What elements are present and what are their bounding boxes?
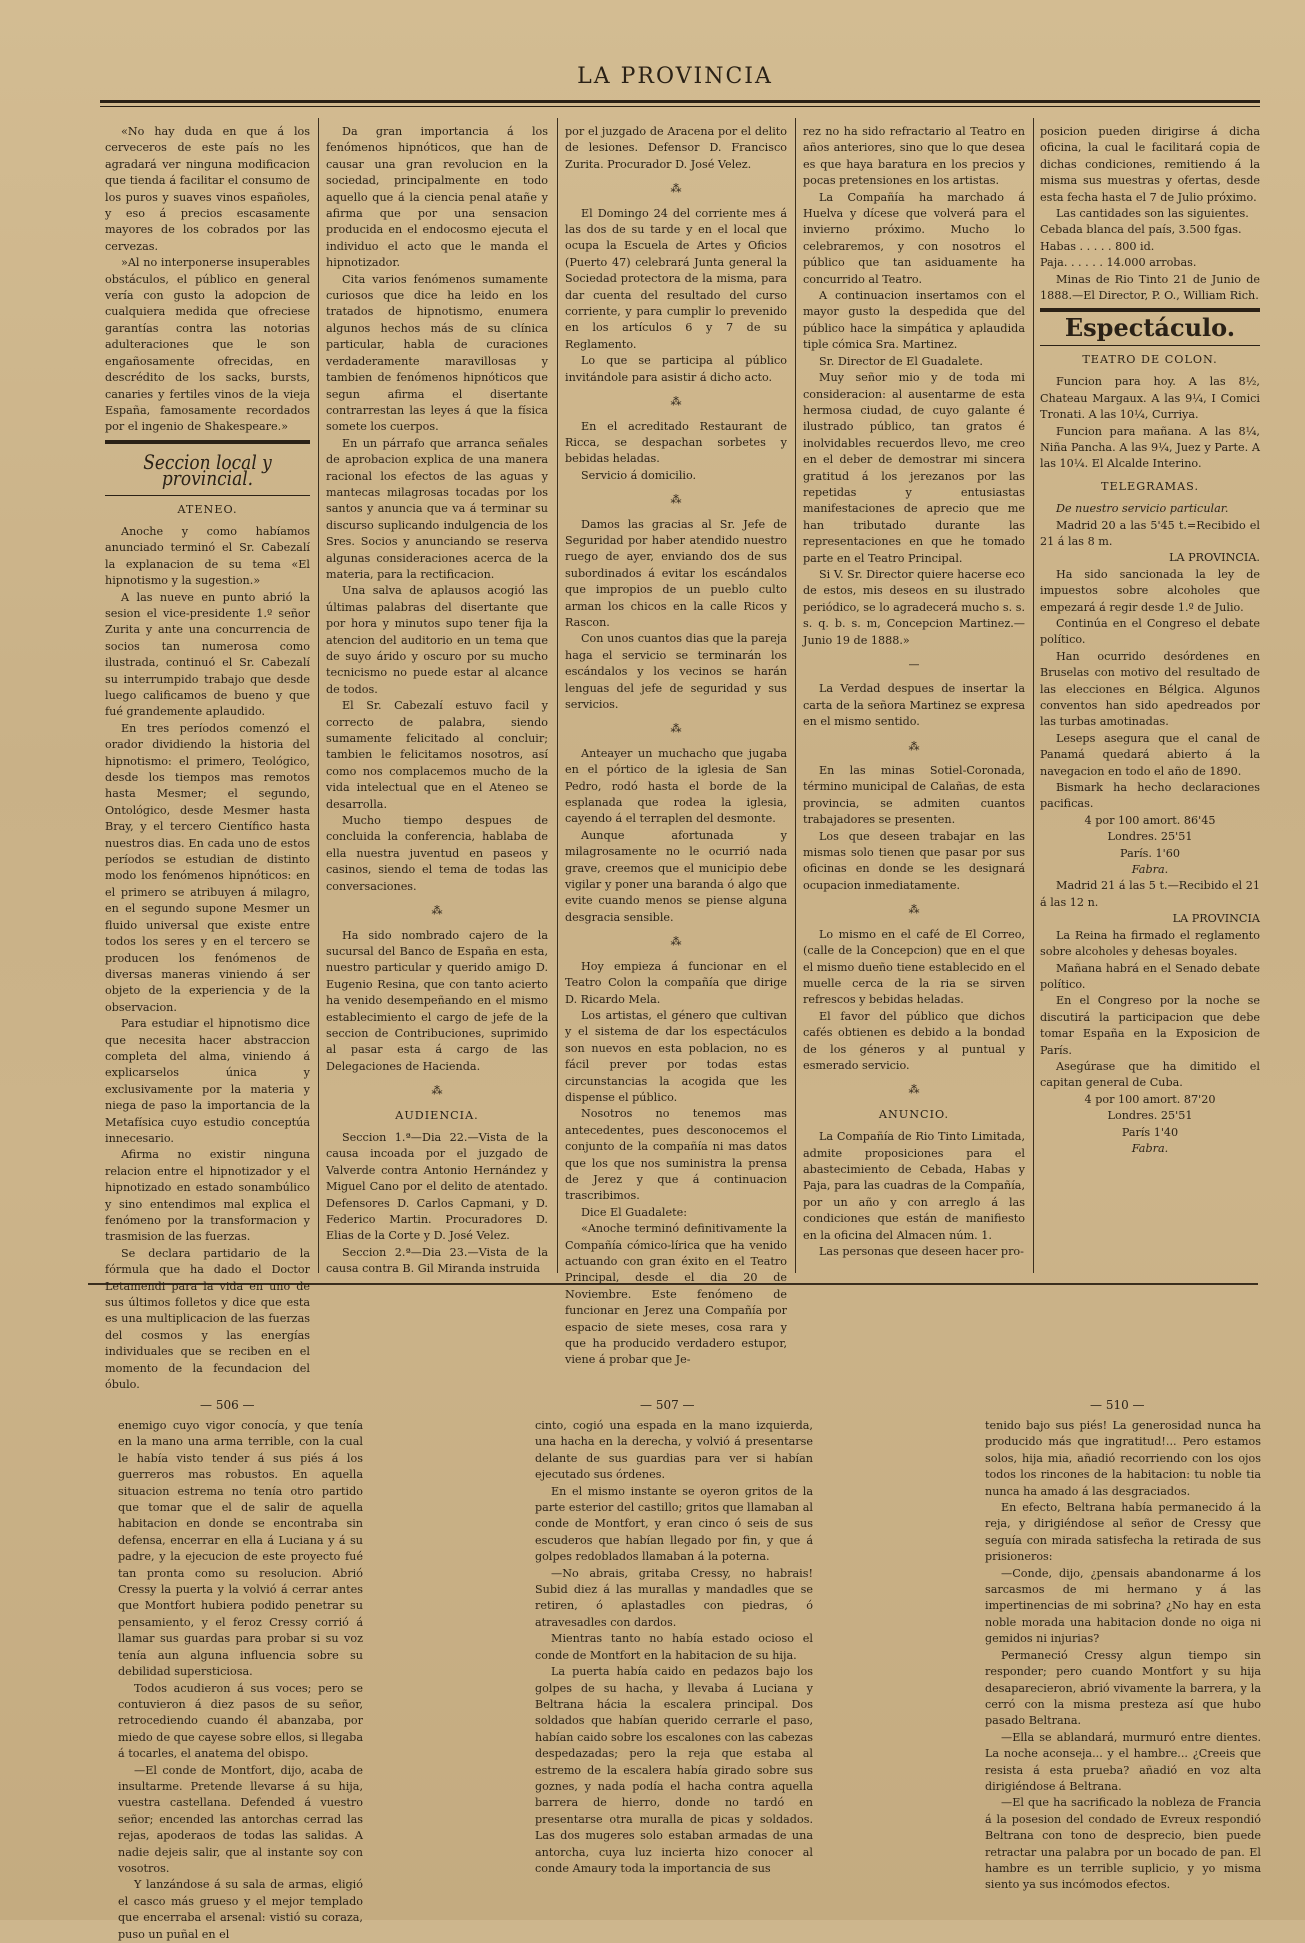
paragraph: A las nueve en punto abrió la sesion el vice-presidente 1.º señor Zurita y ante una concurrencia de socios tan numerosa como ilustrada, continuó el Sr. Cabezalí su interrumpido trabajo que desde luego calificamos de bueno y que fué grandemente aplaudido. [105, 590, 310, 719]
column-rule [1033, 118, 1034, 1273]
section-rule [105, 440, 310, 444]
paragraph: Leseps asegura que el canal de Panamá quedará abierto á la navegacion en todo el año de 1890. [1040, 731, 1260, 778]
asterism: ⁂ [670, 493, 682, 507]
paragraph: Las personas que deseen hacer pro- [819, 1245, 1024, 1258]
column-rule [557, 118, 558, 1273]
paragraph: En efecto, Beltrana había permanecido á la reja, y dirigiéndose al señor de Cressy que seguía con mirada satisfecha la retirada de sus prisioneros: [985, 1501, 1261, 1564]
paragraph: —El que ha sacrificado la nobleza de Francia á la posesion del condado de Evreux respondió Beltrana con tono de desprecio, bien puede retractar una palabra por un bocado de pan. El hambre es un terrible suplicio, y yo misma siento ya sus incómodos efectos. [985, 1796, 1261, 1892]
column-3 [565, 124, 787, 1367]
paragraph: La puerta había caido en pedazos bajo los golpes de su hacha, y llevaba á Luciana y Beltrana hácia la escalera principal. Dos soldados que habían querido cerrarle el paso, habían caido sobre los escalones con las cabezas despedazadas; pero la reja que estaba al estremo de la escalera había girado sobre sus goznes, y nada podía el hacha contra aquella barrera de hierro, donde no tardó en presentarse otra muralla de picas y soldados. Las dos mugeres solo estaban armadas de una antorcha, cuya luz incierta hizo conocer al conde Amaury toda la importancia de sus [535, 1665, 813, 1875]
paragraph: Madrid 21 á las 5 t.—Recibido el 21 á las 12 n. [1040, 879, 1260, 909]
masthead-rule [100, 100, 1260, 103]
folletin-column-1 [118, 1418, 363, 1941]
quote-line: 4 por 100 amort. 87'20 [1084, 1092, 1216, 1106]
paragraph: Lo mismo en el café de El Correo, (calle de la Concepcion) que en el que el mismo dueño tiene establecido en el muelle cerca de la ria se sirven refrescos y bebidas heladas. [803, 927, 1025, 1007]
quote-line: París. 1'60 [1120, 846, 1180, 860]
paragraph: »Al no interponerse insuperables obstáculos, el público en general vería con gusto la adopcion de cualquiera medida que ofreciese garantías contra las notorias adulteraciones que le son engañosamente ofrecidas, en descrédito de los sacks, bursts, canaries y fertiles vinos de la vieja España, famosamente recordados por el ingenio de Shakespeare.» [105, 256, 310, 434]
dateline: LA PROVINCIA. [1169, 551, 1260, 565]
paragraph: Asegúrase que ha dimitido el capitan general de Cuba. [1040, 1059, 1260, 1090]
paragraph: Damos las gracias al Sr. Jefe de Seguridad por haber atendido nuestro ruego de ayer, enviando dos de sus subordinados á evitar los escándalos que impropios de un pueblo culto arman los chicos en la calle Ricos y Rascon. [565, 517, 787, 629]
asterism: ⁂ [670, 395, 682, 409]
list-item: Cebada blanca del país, 3.500 fgas. [1040, 223, 1242, 237]
quote-line: Londres. 25'51 [1107, 830, 1193, 844]
paragraph: En el mismo instante se oyeron gritos de la parte esterior del castillo; gritos que llamaban al conde de Montfort, y eran cinco ó seis de sus escuderos que habían llegado por fin, y que á golpes redoblados llamaban á la poterna. [535, 1484, 813, 1564]
paragraph: Continúa en el Congreso el debate político. [1040, 616, 1260, 647]
paragraph: Sr. Director de El Guadalete. [819, 354, 983, 368]
paragraph: El favor del público que dichos cafés obtienen es debido a la bondad de los géneros y al puntual y esmerado servicio. [803, 1009, 1025, 1072]
paragraph: enemigo cuyo vigor conocía, y que tenía en la mano una arma terrible, con la cual le había visto tender á sus piés á los guerreros mas robustos. En aquella situacion estrema no tenía otro partido que tomar que el de salir de aquella habitacion en donde se encontraba sin defensa, encerrar en ella á Luciana y á su padre, y la ejecucion de este proyecto fué tan pronta como su resolucion. Abrió Cressy la puerta y la volvió á cerrar antes que Montfort hubiera podido penetrar su pensamiento, y el feroz Cressy corrió á llamar sus guardas para probar si su voz tenía aun alguna influencia sobre su debilidad supersticiosa. [118, 1419, 363, 1679]
paragraph: La Verdad despues de insertar la carta de la señora Martinez se expresa en el mismo sentido. [803, 682, 1025, 729]
paragraph: Muy señor mio y de toda mi consideracion: al ausentarme de esta hermosa ciudad, de cuyo galante é ilustrado público, tan gratos é inolvidables recuerdos llevo, me creo en el deber de demostrar mi sincera gratitud á los jerezanos por las repetidas y entusiastas manifestaciones de aprecio que me han tributado durante las representaciones en que he tomado parte en el Teatro Principal. [803, 371, 1025, 565]
paragraph: «No hay duda en que á los cerveceros de este país no les agradará ver ninguna modificacion que tienda á facilitar el consumo de los puros y suaves vinos españoles, y eso á precios escasamente mayores de los cobrados por las cervezas. [105, 125, 310, 253]
folletin-column-2 [535, 1418, 813, 1908]
quote-line: Londres. 25'51 [1107, 1109, 1193, 1123]
asterism: ⁂ [670, 182, 682, 196]
paragraph: En tres períodos comenzó el orador dividiendo la historia del hipnotismo: el primero, Teológico, desde los tiempos mas remotos hasta Mesmer; el segundo, Ontológico, desde Mesmer hasta Bray, y el tercero Científico hasta nuestros dias. En cada uno de estos períodos se estudian de distinto modo los fenómenos hipnóticos: en el primero se atribuyen á milagro, en el segundo supone Mesmer un fluido universal que existe entre todos los seres y en el tercero se producen los fenómenos de diversas maneras viniendo á ser objeto de la experiencia y de la observacion. [105, 721, 310, 1014]
paragraph: El Domingo 24 del corriente mes á las dos de su tarde y en el local que ocupa la Escuela de Artes y Oficios (Puerto 47) celebrará Junta general la Sociedad protectora de la misma, para dar cuenta del resultado del curso corriente, y para cumplir lo prevenido en los artículos 6 y 7 de su Reglamento. [565, 206, 787, 351]
paragraph: Minas de Rio Tinto 21 de Junio de 1888.—El Director, P. O., William Rich. [1040, 272, 1260, 303]
asterism: ⁂ [670, 935, 682, 949]
paragraph: En el Congreso por la noche se discutirá la participacion que debe tomar España en la Exposicion de París. [1040, 994, 1260, 1057]
paragraph: Dice El Guadalete: [581, 1205, 688, 1219]
paragraph: «Anoche terminó definitivamente la Compañía cómico-lírica que ha venido actuando con gran éxito en el Teatro Principal, desde el dia 20 de Noviembre. Este fenómeno de funcionar en Jerez una Compañía por espacio de siete meses, cosa rara y que ha producido verdadero estupor, viene á probar que Je- [565, 1222, 787, 1367]
paragraph: Cita varios fenómenos sumamente curiosos que dice ha leido en los tratados de hipnotismo, enumera algunos hechos más de su clínica particular, habla de curaciones verdaderamente maravillosas y tambien de fenómenos hipnóticos que segun afirma el disertante contrarrestan las leyes á que la física somete los cuerpos. [326, 272, 548, 434]
paragraph: Con unos cuantos dias que la pareja haga el servicio se terminarán los escándalos y los vecinos se harán lenguas del jefe de seguridad y sus servicios. [565, 632, 787, 711]
paragraph: Si V. Sr. Director quiere hacerse eco de estos, mis deseos en su ilustrado periódico, se lo agradecerá mucho s. s. s. q. b. s. m, Concepcion Martinez.—Junio 19 de 1888.» [803, 567, 1025, 647]
paragraph: Anoche y como habíamos anunciado terminó el Sr. Cabezalí la explanacion de su tema «El hipnotismo y la sugestion.» [105, 524, 310, 588]
paragraph: tenido bajo sus piés! La generosidad nunca ha producido más que ingratitud!... Pero estamos solos, hija mia, añadió recorriendo con los ojos todos los rincones de la habitacion: tu noble tia nunca ha amado á las desgraciados. [985, 1419, 1261, 1498]
section-heading: Espectáculo. [1064, 313, 1236, 343]
paragraph: Lo que se participa al público invitándole para asistir á dicho acto. [565, 354, 787, 384]
paragraph: La Compañía ha marchado á Huelva y dícese que volverá para el invierno próximo. Mucho lo celebraremos, y con nosotros el público que tan asiduamente ha concurrido al Teatro. [803, 190, 1025, 286]
paragraph: Las cantidades son las siguientes. [1056, 207, 1249, 221]
paragraph: Servicio á domicilio. [581, 468, 697, 482]
signature: Fabra. [1131, 863, 1169, 877]
paragraph: Ha sido sancionada la ley de impuestos sobre alcoholes que empezará á regir desde 1.º de Julio. [1040, 567, 1260, 614]
paragraph: Madrid 20 a las 5'45 t.=Recibido el 21 á las 8 m. [1040, 518, 1260, 548]
subheading: TELEGRAMAS. [1100, 479, 1200, 493]
paragraph: Los artistas, el género que cultivan y el sistema de dar los espectáculos son nuevos en esta poblacion, no es fácil prever por todas estas circunstancias la acogida que les dispense el público. [565, 1008, 787, 1104]
signature: Fabra. [1131, 1141, 1169, 1155]
asterism: ⁂ [908, 1083, 920, 1097]
subheading: ATENEO. [177, 502, 238, 516]
section-heading: Seccion local y provincial. [143, 449, 272, 491]
paragraph: En el acreditado Restaurant de Ricca, se despachan sorbetes y bebidas heladas. [565, 419, 787, 466]
paragraph: Seccion 1.ª—Dia 22.—Vista de la causa incoada por el juzgado de Valverde contra Antonio Hernández y Miguel Cano por el delito de atentado. Defensores D. Carlos Capmani, y D. Federico Martin. Procuradores D. Elias de la Corte y D. José Velez. [326, 1130, 548, 1243]
subheading: ANUNCIO. [878, 1107, 950, 1121]
column-1 [105, 124, 310, 1392]
section-rule-thin [1040, 345, 1260, 346]
list-item: Habas . . . . . 800 id. [1040, 239, 1155, 253]
page-number: — 507 — [640, 1398, 695, 1412]
list-item: Paja. . . . . . 14.000 arrobas. [1040, 256, 1197, 270]
paragraph: Se declara partidario de la fórmula que ha dado el Doctor Letamendi para la vida en uno de sus últimos folletos y dice que esta es una multiplicacion de las fuerzas del cosmos y las energías individuales que se reciben en el momento de la fecundacion del óbulo. [105, 1246, 310, 1392]
paragraph: Funcion para hoy. A las 8½, Chateau Margaux. A las 9¼, I Comici Tronati. A las 10¼, Curriya. [1040, 375, 1260, 422]
paragraph: Aunque afortunada y milagrosamente no le ocurrió nada grave, creemos que el municipio debe vigilar y poner una baranda ó algo que evite cuando menos se piense alguna desgracia sensible. [565, 828, 787, 924]
paragraph: Nosotros no tenemos mas antecedentes, pues desconocemos el conjunto de la compañía ni mas datos que los que nos suministra la prensa de Jerez y que á continuacion trascribimos. [565, 1107, 787, 1203]
page-number: — 510 — [1090, 1398, 1145, 1412]
paragraph: —El conde de Montfort, dijo, acaba de insultarme. Pretende llevarse á su hija, vuestra castellana. Defended á vuestro señor; encended las antorchas cerrad las rejas, apoderaos de todas las salidas. A nadie dejeis salir, que al instante soy con vosotros. [118, 1763, 363, 1875]
paragraph: Ha sido nombrado cajero de la sucursal del Banco de España en esta, nuestro particular y querido amigo D. Eugenio Resina, que con tanto acierto ha venido desempeñando en el mismo establecimiento el cargo de jefe de la seccion de Contribuciones, suprimido al pasar esta á cargo de las Delegaciones de Hacienda. [326, 928, 548, 1073]
paragraph: Los que deseen trabajar en las mismas solo tienen que pasar por sus oficinas en donde se les designará ocupacion inmediatamente. [803, 829, 1025, 892]
paragraph: En un párrafo que arranca señales de aprobacion explica de una manera racional los efectos de las aguas y mantecas milagrosas tocadas por los santos y anuncia que va á terminar su discurso suplicando indulgencia de los Sres. Socios y anunciando se reserva algunas consideraciones acerca de la materia, para la rectificacion. [326, 436, 548, 581]
quote-line: París 1'40 [1121, 1125, 1179, 1139]
paragraph: En las minas Sotiel-Coronada, término municipal de Calañas, de esta provincia, se admiten cuantos trabajadores se presenten. [803, 764, 1025, 827]
paragraph: rez no ha sido refractario al Teatro en años anteriores, sino que lo que desea es que haya baratura en los precios y pocas pretensiones en los artistas. [803, 125, 1025, 188]
folletin-column-3 [985, 1418, 1261, 1908]
paragraph: Para estudiar el hipnotismo dice que necesita hacer abstraccion completa del alma, viniendo á explicarselos única y exclusivamente por la materia y niega de paso la importancia de la Metafísica cuyo estudio conceptúa innecesario. [105, 1017, 310, 1145]
asterism: ⁂ [670, 722, 682, 736]
paragraph: Hoy empieza á funcionar en el Teatro Colon la compañía que dirige D. Ricardo Mela. [565, 959, 787, 1006]
paragraph: Y lanzándose á su sala de armas, eligió el casco más grueso y el mejor templado que encerraba el arsenal: vistió su coraza, puso un puñal en el [118, 1878, 363, 1941]
paragraph: Anteayer un muchacho que jugaba en el pórtico de la iglesia de San Pedro, rodó hasta el borde de la esplanada que rodea la iglesia, cayendo á el terraplen del desmonte. [565, 746, 787, 826]
asterism: ⁂ [431, 1084, 443, 1098]
page-number: — 506 — [200, 1398, 255, 1412]
subheading: TEATRO DE COLON. [1082, 352, 1218, 366]
paragraph: Todos acudieron á sus voces; pero se contuvieron á diez pasos de su señor, retrocediendo cuando él abanzaba, por miedo de que cayese sobre ellos, si llegaba á tocarles, el anatema del obispo. [118, 1681, 363, 1761]
column-4 [803, 124, 1025, 1274]
paragraph: Permaneció Cressy algun tiempo sin responder; pero cuando Montfort y su hija desaparecieron, abrió vivamente la barrera, y la cerró con la misma presteza así que hubo pasado Beltrana. [985, 1648, 1261, 1728]
paragraph: —Conde, dijo, ¿pensais abandonarme á los sarcasmos de mi hermano y á las impertinencias de mi sobrina? ¿No hay en esta noble morada una habitacion donde no oiga ni gemidos ni injurias? [985, 1566, 1261, 1646]
paragraph: —Ella se ablandará, murmuró entre dientes. La noche aconseja... y el hambre... ¿Creeis que resista á esta prueba? añadió en voz alta dirigiéndose á Beltrana. [985, 1730, 1261, 1793]
paragraph: Bismark ha hecho declaraciones pacificas. [1040, 781, 1260, 811]
asterism: ⁂ [908, 739, 920, 753]
asterism: ⁂ [908, 903, 920, 917]
masthead-rule-thin [100, 106, 1260, 107]
column-2 [326, 124, 548, 1274]
asterism: ⁂ [431, 904, 443, 918]
paragraph: —No abrais, gritaba Cressy, no habrais! Subid diez á las murallas y mandadles que se retiren, ó aplastadles con piedras, ó atravesadles con dardos. [535, 1566, 813, 1629]
paragraph: El Sr. Cabezalí estuvo facil y correcto de palabra, siendo sumamente felicitado al concluir; tambien le felicitamos nosotros, así como nos complacemos mucho de la vida intelectual que en el Ateneo se desarrolla. [326, 699, 548, 811]
paragraph: Afirma no existir ninguna relacion entre el hipnotizador y el hipnotizado en estado sonambúlico y sino entendimos mal explica el fenómeno por la transformacion y trasmision de las fuerzas. [105, 1148, 310, 1244]
paragraph: cinto, cogió una espada en la mano izquierda, una hacha en la derecha, y volvió á presentarse delante de sus guardias para ver si habían ejecutado sus órdenes. [535, 1419, 813, 1482]
column-rule [318, 118, 319, 1273]
paragraph: La Reina ha firmado el reglamento sobre alcoholes y dehesas boyales. [1040, 928, 1260, 959]
paragraph: Han ocurrido desórdenes en Bruselas con motivo del resultado de las elecciones en Bélgica. Algunos conventos han sido apedreados por las turbas amotinadas. [1040, 649, 1260, 729]
paragraph: Funcion para mañana. A las 8¼, Niña Pancha. A las 9¼, Juez y Parte. A las 10¼. El Alcalde Interino. [1040, 424, 1260, 471]
column-5 [1040, 124, 1260, 1274]
paragraph: La Compañía de Rio Tinto Limitada, admite proposiciones para el abastecimiento de Cebada, Habas y Paja, para las cuadras de la Compañía, por un año y con arreglo á las condiciones que están de manifiesto en la oficina del Almacen núm. 1. [803, 1130, 1025, 1242]
asterism: — [908, 658, 920, 671]
paragraph: por el juzgado de Aracena por el delito de lesiones. Defensor D. Francisco Zurita. Procurador D. José Velez. [565, 125, 787, 171]
paragraph: A continuacion insertamos con el mayor gusto la despedida que del público hace la simpática y aplaudida tiple cómica Sra. Martinez. [803, 289, 1025, 352]
dateline: LA PROVINCIA [1172, 912, 1260, 926]
paragraph: Mientras tanto no había estado ocioso el conde de Montfort en la habitacion de su hija. [535, 1632, 813, 1662]
paragraph: Da gran importancia á los fenómenos hipnóticos, que han de causar una gran revolucion en la sociedad, principalmente en todo aquello que á la ciencia penal atañe y afirma que por una sensacion producida en el endocosmo ejecuta el individuo el acto que le manda el hipnotizador. [326, 125, 548, 270]
section-rule [1040, 308, 1260, 312]
paragraph: De nuestro servicio particular. [1056, 502, 1229, 516]
column-rule [795, 118, 796, 1273]
paragraph: Seccion 2.ª—Dia 23.—Vista de la causa contra B. Gil Miranda instruida [326, 1245, 548, 1276]
subheading: AUDIENCIA. [395, 1108, 479, 1122]
section-rule-thin [105, 495, 310, 496]
paragraph: posicion pueden dirigirse á dicha oficina, la cual le facilitará copia de dichas condiciones, remitiendo á la misma sus muestras y ofertas, desde esta fecha hasta el 7 de Julio próximo. [1040, 125, 1260, 204]
masthead: LA PROVINCIA [577, 64, 773, 89]
paragraph: Mañana habrá en el Senado debate político. [1040, 961, 1260, 991]
paragraph: Una salva de aplausos acogió las últimas palabras del disertante que por hora y minutos supo tener fija la atencion del auditorio en un tema que de suyo árido y oscuro por su mucho tecnicismo no puede estar al alcance de todos. [326, 584, 548, 696]
quote-line: 4 por 100 amort. 86'45 [1084, 813, 1216, 827]
paragraph: Mucho tiempo despues de concluida la conferencia, hablaba de ella nuestra juventud en paseos y casinos, siendo el tema de todas las conversaciones. [326, 814, 548, 893]
